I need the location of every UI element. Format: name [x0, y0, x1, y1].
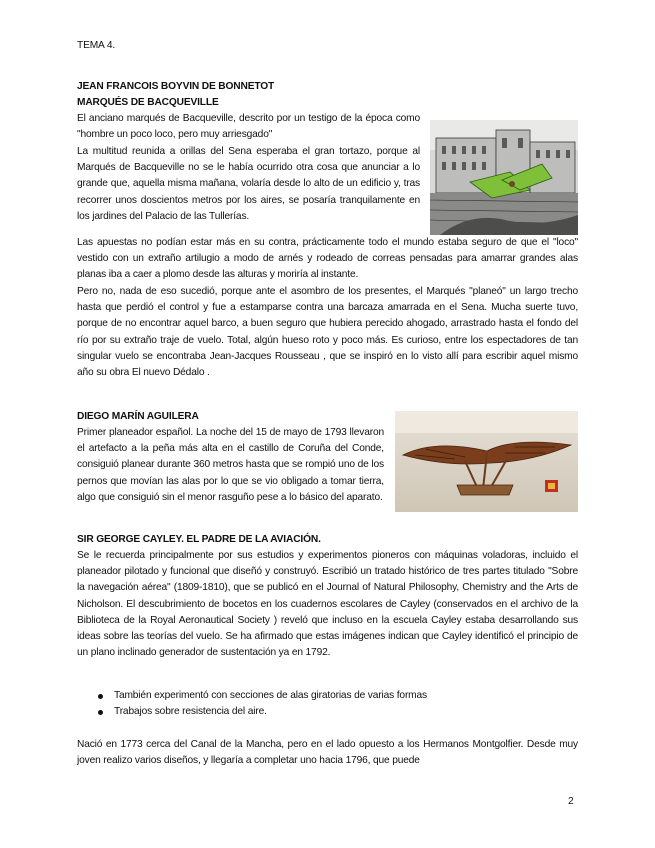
topic-heading: TEMA 4.	[77, 40, 116, 51]
section2-name: DIEGO MARÍN AGUILERA	[77, 411, 199, 422]
section3-paragraph: Se le recuerda principalmente por sus estudios y experimentos pioneros con máquinas voladoras, incluido el planeador pilotado y funcional que diseñó y construyó. Escribió un tratado histórico de tres partes titulado "Sobre la navegación aérea" (1809-1810), que se publicó en el Journal of Natural Philosophy, Chemistry and the Arts de Nicholson. El descubrimiento de bocetos en los cuadernos escolares de Cayley (conservados en el archivo de la Biblioteca de la Royal Aeronautical Society ) reveló que incluso en la escuela Cayley estaba desarrollando sus ideas sobre las teorías del vuelo. Se ha afirmado que estas imágenes indican que Cayley identificó el principio de un plano inclinado generador de sustentación ya en 1792.	[77, 550, 578, 659]
section1-title: MARQUÉS DE BACQUEVILLE	[77, 97, 219, 108]
section3-birth-paragraph: Nació en 1773 cerca del Canal de la Mancha, pero en el lado opuesto a los Hermanos Montgolfier. Desde muy joven realizo varios diseños, y llegaría a completar uno hacia 1796, que puede	[77, 739, 578, 767]
section1-paragraph-crowd: La multitud reunida a orillas del Sena esperaba el gran tortazo, porque al Marqués de Bacqueville no se le había ocurrido otra cosa que anunciar a lo grande que, aquella misma mañana, volaría desde lo alto de un edificio y, tras recorrer unos doscientos metros por los aires, se posaría tranquilamente en los jardines del Palacio de las Tullerías.	[77, 146, 420, 222]
section1-name: JEAN FRANCOIS BOYVIN DE BONNETOT	[77, 81, 275, 92]
section1-paragraph-outcome: Pero no, nada de eso sucedió, porque ante el asombro de los presentes, el Marqués "planeó" un largo trecho hasta que perdió el control y fue a estamparse contra una barcaza amarrada en el Sena. Mucha suerte tuvo, porque de no encontrar aquel barco, a buen seguro que hubiera perecido ahogado, arrastrado hasta el fondo del río por su extraño traje de vuelo. Total, algún hueso roto y poco más. Es curioso, entre los espectadores de tan singular vuelo se encontraba Jean-Jacques Rousseau , que se inspiró en lo visto allí para escribir aquel mismo año su obra El nuevo Dédalo .	[77, 286, 578, 379]
list-item: También experimentó con secciones de alas giratorias de varias formas	[96, 688, 427, 704]
list-item: Trabajos sobre resistencia del aire.	[96, 704, 427, 720]
page-number: 2	[568, 796, 574, 807]
section1-intro: El anciano marqués de Bacqueville, descrito por un testigo de la época como "hombre un poco loco, pero muy arriesgado"	[77, 113, 420, 141]
section2-paragraph: Primer planeador español. La noche del 15 de mayo de 1793 llevaron el artefacto a la peña más alta en el castillo de Coruña del Conde, consiguió planear durante 360 metros hasta que se rompió uno de los pernos que movían las alas por lo que se vio obligado a tomar tierra, algo que consiguió sin el menor rasguño pese a lo básico del aparato.	[77, 427, 384, 503]
marin-glider-photo	[395, 411, 578, 512]
bacqueville-flight-engraving	[430, 120, 578, 235]
section3-bullet-list	[96, 688, 427, 720]
section1-paragraph-bets: Las apuestas no podían estar más en su contra, prácticamente todo el mundo estaba seguro de que el "loco" vestido con un extraño artilugio a modo de arnés y rodeado de correas pensadas para amarrar grandes alas planas iba a caer a plomo desde las alturas y moriría al instante.	[77, 237, 578, 281]
section3-name: SIR GEORGE CAYLEY. EL PADRE DE LA AVIACIÓN.	[77, 534, 321, 545]
